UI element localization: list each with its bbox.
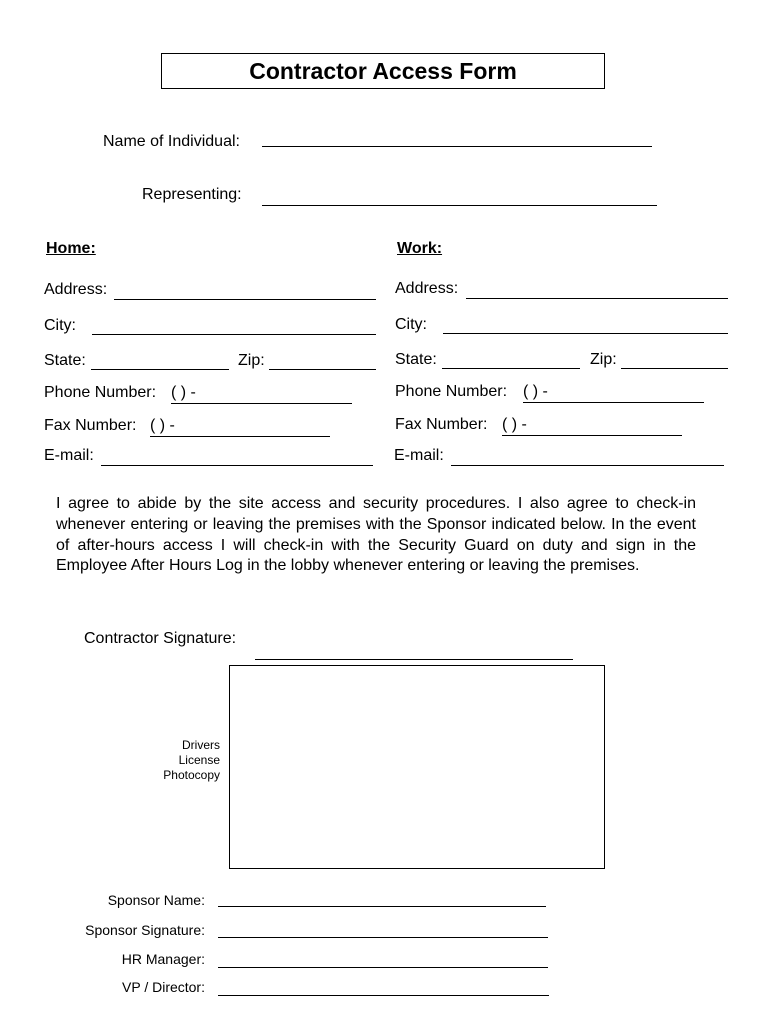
home-heading: Home:	[46, 240, 96, 257]
representing-field[interactable]	[262, 205, 657, 206]
contractor-signature-field[interactable]	[255, 659, 573, 660]
home-city-field[interactable]	[92, 334, 376, 335]
work-address-field[interactable]	[466, 298, 728, 299]
home-address-field[interactable]	[114, 299, 376, 300]
sponsor-name-label: Sponsor Name:	[107, 892, 205, 908]
name-of-individual-label: Name of Individual:	[103, 133, 240, 150]
photocopy-label	[100, 738, 220, 783]
drivers-license-photocopy-box	[229, 665, 605, 869]
work-zip-label: Zip:	[590, 351, 617, 368]
home-fax-field[interactable]: ( ) -	[150, 417, 330, 437]
work-phone-label: Phone Number:	[395, 383, 508, 400]
home-zip-field[interactable]	[269, 369, 376, 370]
work-phone-field[interactable]: ( ) -	[523, 383, 704, 403]
home-phone-label: Phone Number:	[44, 384, 157, 401]
representing-label: Representing:	[142, 186, 242, 203]
photocopy-label-line3: Photocopy	[163, 768, 220, 782]
home-fax-label: Fax Number:	[44, 417, 137, 434]
work-city-field[interactable]	[443, 333, 728, 334]
home-state-field[interactable]	[91, 369, 229, 370]
vp-director-field[interactable]	[218, 995, 549, 996]
home-city-label: City:	[44, 317, 76, 334]
contractor-signature-label: Contractor Signature:	[84, 630, 237, 647]
work-fax-field[interactable]: ( ) -	[502, 416, 682, 436]
sponsor-name-field[interactable]	[218, 906, 546, 907]
form-title: Contractor Access Form	[249, 57, 517, 84]
work-city-label: City:	[395, 316, 427, 333]
home-email-label: E-mail:	[44, 447, 94, 464]
home-phone-field[interactable]: ( ) -	[171, 384, 352, 404]
home-email-field[interactable]	[101, 465, 373, 466]
work-address-label: Address:	[395, 280, 459, 297]
work-zip-field[interactable]	[621, 368, 728, 369]
title-box	[161, 53, 605, 89]
home-state-label: State:	[44, 352, 86, 369]
work-heading: Work:	[397, 240, 443, 257]
sponsor-signature-field[interactable]	[218, 937, 548, 938]
work-state-label: State:	[395, 351, 437, 368]
work-email-field[interactable]	[451, 465, 724, 466]
vp-director-label: VP / Director:	[122, 979, 205, 995]
photocopy-label-line1: Drivers	[182, 738, 220, 752]
work-state-field[interactable]	[442, 368, 580, 369]
home-zip-label: Zip:	[238, 352, 265, 369]
agreement-paragraph: I agree to abide by the site access and security procedures. I also agree to check-in whenever entering or leaving the premises with the Sponsor indicated below. In the event of after-hours access I will check-in with the Security Guard on duty and sign in the Employee After Hours Log in the lobby whenever entering or leaving the premises.	[56, 495, 696, 575]
sponsor-signature-label: Sponsor Signature:	[85, 922, 205, 938]
hr-manager-label: HR Manager:	[121, 951, 205, 967]
hr-manager-field[interactable]	[218, 967, 548, 968]
name-of-individual-field[interactable]	[262, 146, 652, 147]
work-fax-label: Fax Number:	[395, 416, 488, 433]
photocopy-label-line2: License	[178, 753, 220, 767]
work-email-label: E-mail:	[394, 447, 444, 464]
home-address-label: Address:	[44, 281, 108, 298]
